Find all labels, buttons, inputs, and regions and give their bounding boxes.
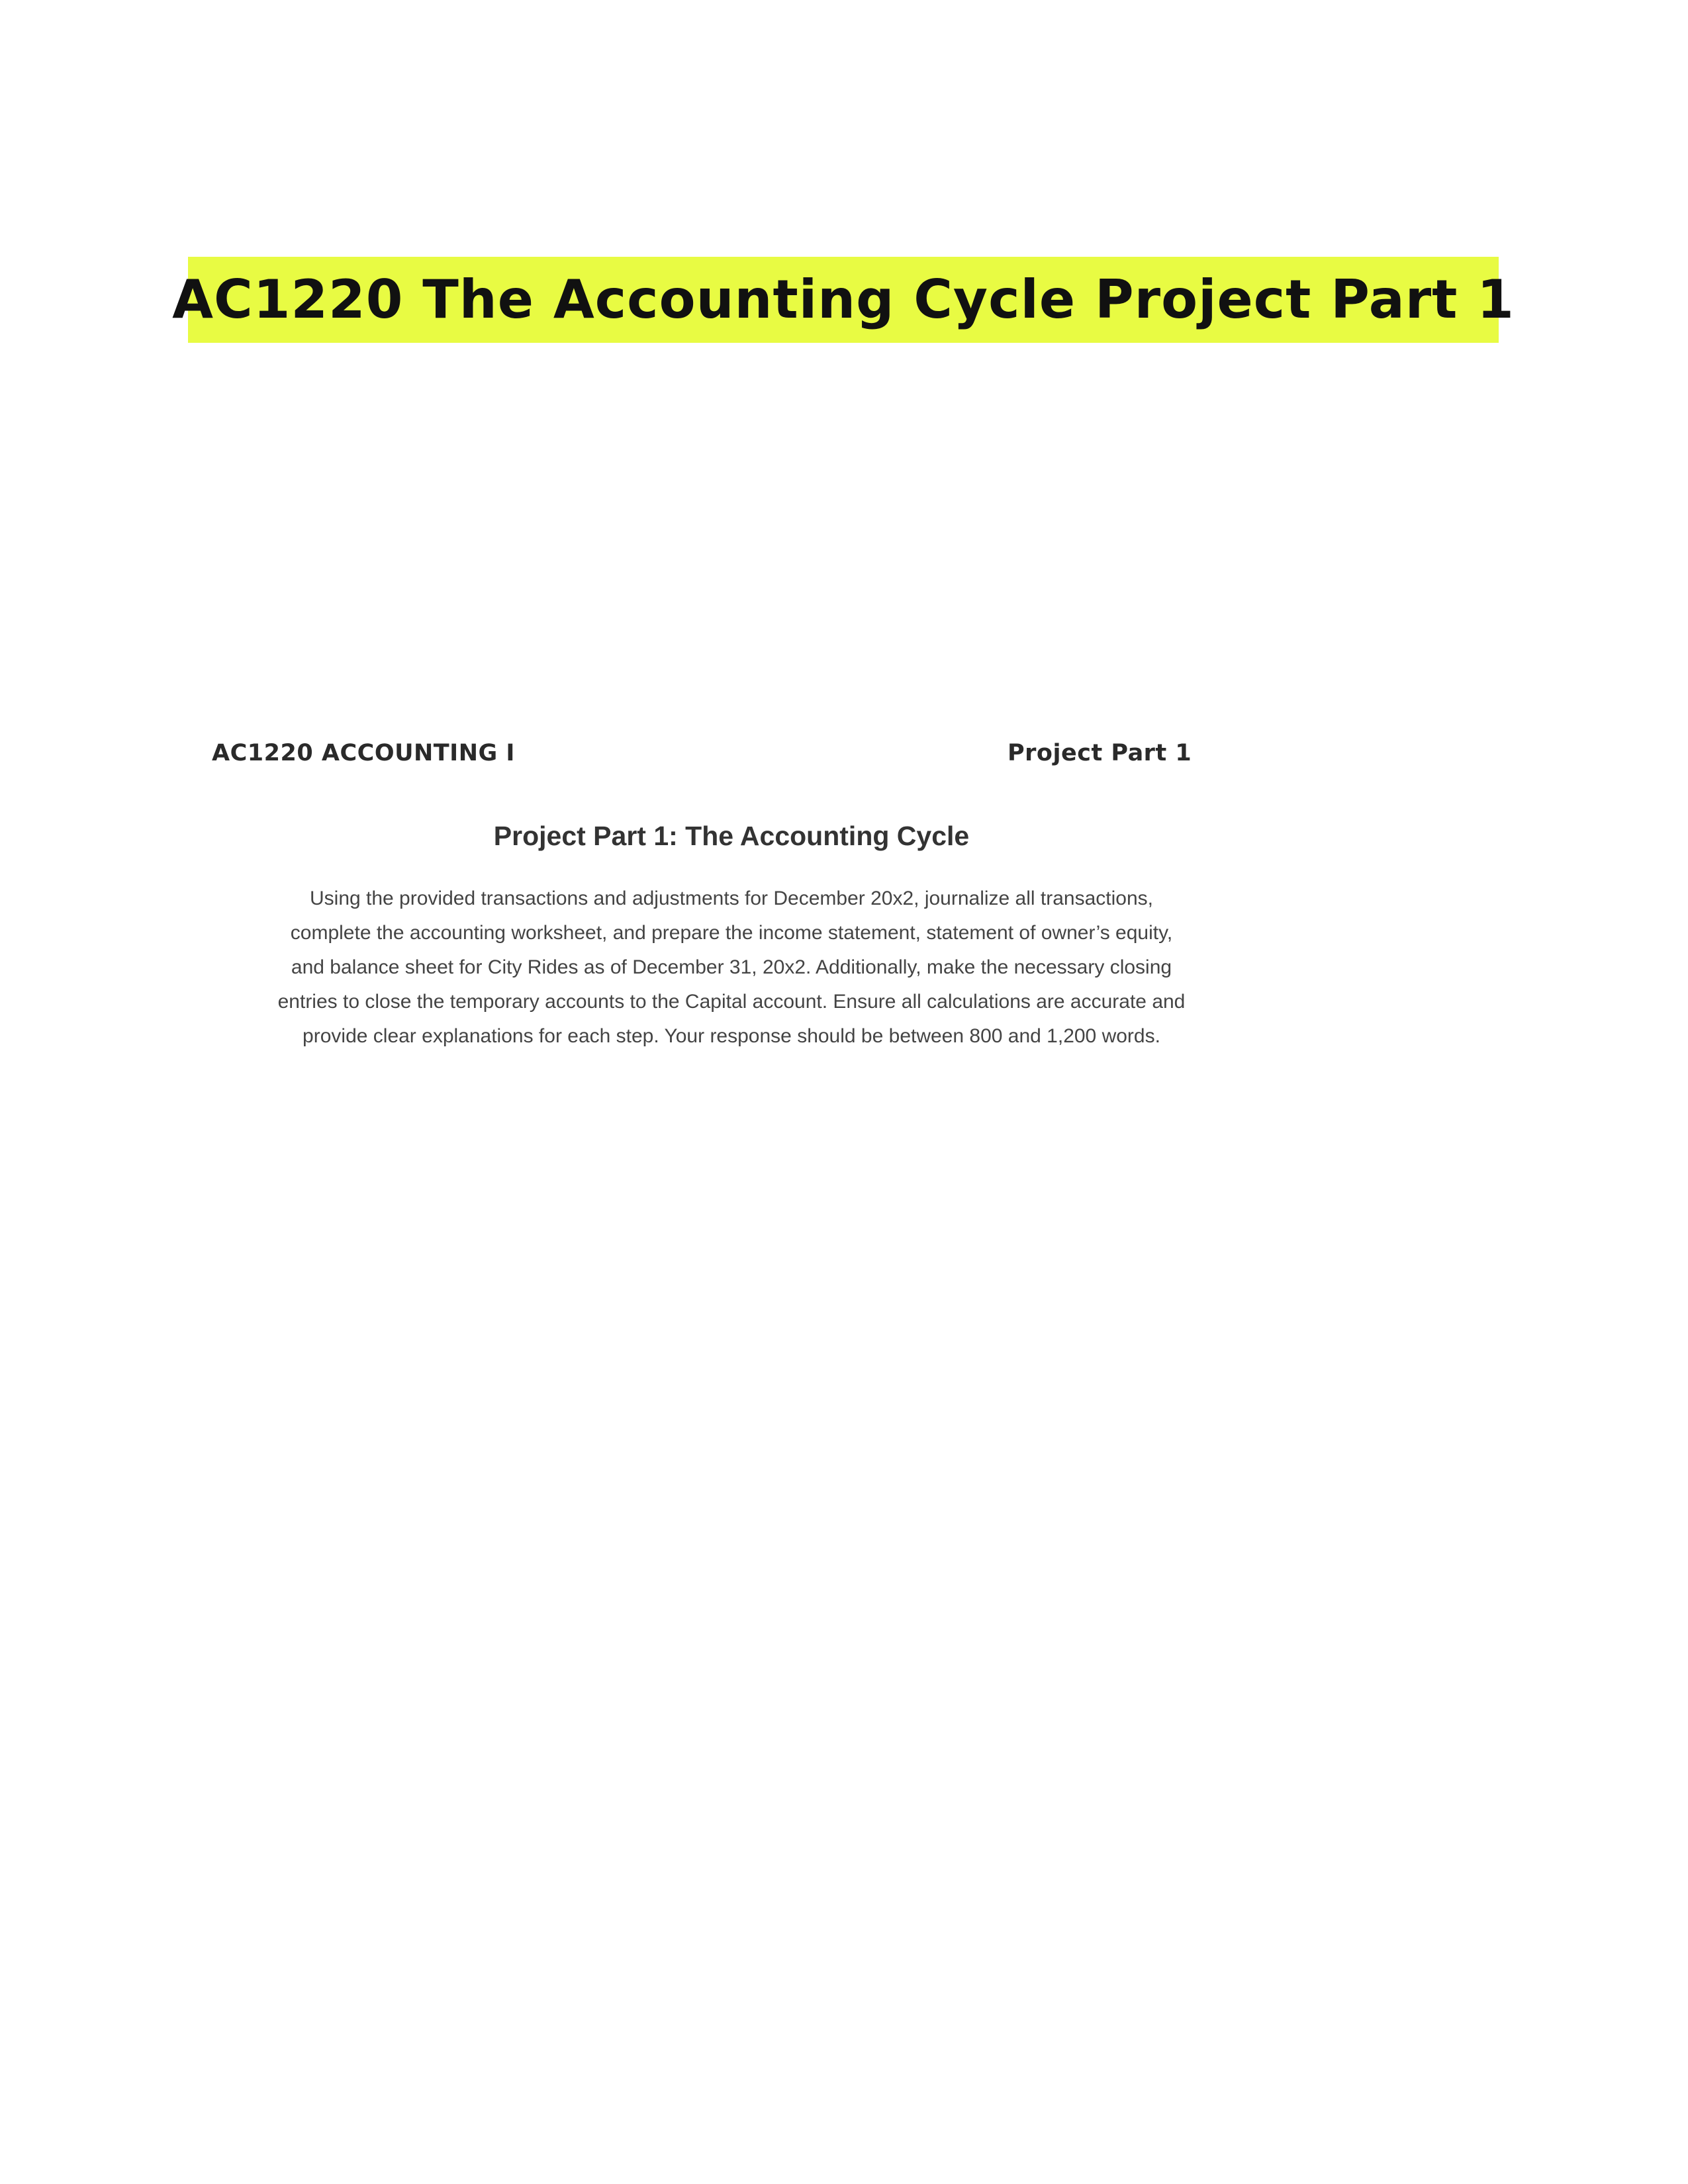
- project-header: Project Part 1: [1008, 740, 1192, 766]
- instructions-line: provide clear explanations for each step. Your response should be between 800 and 1,200 words.: [303, 1025, 1160, 1047]
- document-title: Project Part 1: The Accounting Cycle: [493, 821, 970, 851]
- instructions-line: and balance sheet for City Rides as of December 31, 20x2. Additionally, make the necessary closing: [291, 956, 1172, 978]
- title-banner: [172, 257, 1515, 343]
- instructions-line: entries to close the temporary accounts to the Capital account. Ensure all calculations are accurate and: [277, 991, 1186, 1013]
- instructions-paragraph: [199, 882, 1264, 1054]
- instructions-line: complete the accounting worksheet, and prepare the income statement, statement of owner’s equity,: [290, 922, 1173, 944]
- instructions-line: Using the provided transactions and adjustments for December 20x2, journalize all transactions,: [309, 887, 1153, 909]
- course-header: AC1220 ACCOUNTING I: [212, 740, 515, 766]
- banner-title: AC1220 The Accounting Cycle Project Part 1: [172, 269, 1515, 330]
- document-snippet: [199, 728, 1264, 1072]
